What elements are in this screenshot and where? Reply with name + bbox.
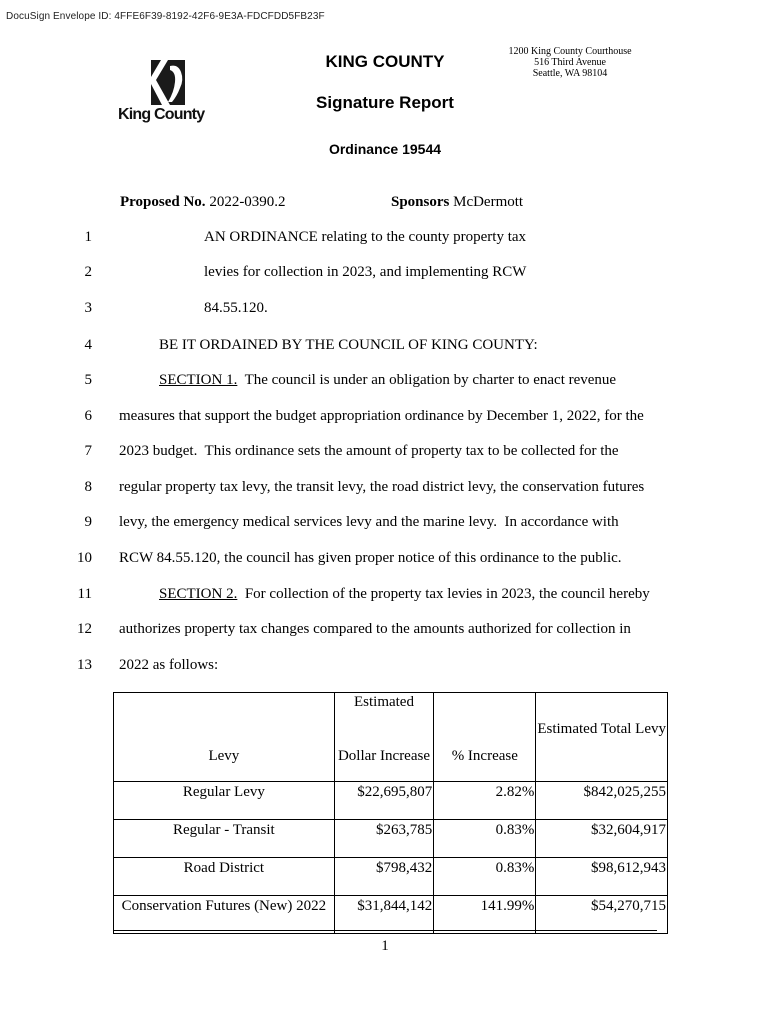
report-title: Signature Report bbox=[316, 93, 454, 112]
ordinance-number: Ordinance 19544 bbox=[328, 141, 442, 157]
cell-levy: Regular Levy bbox=[114, 782, 335, 820]
footer-divider bbox=[113, 930, 657, 931]
cell-levy: Road District bbox=[114, 858, 335, 896]
ordinance-line bbox=[159, 586, 650, 603]
cell-percent: 0.83% bbox=[434, 820, 536, 858]
header-percent-increase: % Increase bbox=[434, 693, 536, 782]
ordinance-line: authorizes property tax changes compared to the amounts authorized for collection in bbox=[119, 621, 631, 637]
line-number: 3 bbox=[84, 300, 92, 316]
ordinance-line: BE IT ORDAINED BY THE COUNCIL OF KING COUNTY: bbox=[159, 337, 538, 353]
header-increase-top: Estimated bbox=[353, 694, 414, 710]
courthouse-address bbox=[505, 46, 635, 79]
ordinance-line bbox=[159, 372, 616, 389]
section-text: For collection of the property tax levies in 2023, the council hereby bbox=[237, 586, 650, 602]
sponsors bbox=[391, 194, 523, 211]
cell-percent: 0.83% bbox=[434, 858, 536, 896]
cell-increase: $263,785 bbox=[334, 820, 434, 858]
line-number: 2 bbox=[84, 264, 92, 280]
table-row bbox=[114, 782, 668, 820]
proposed-value: 2022-0390.2 bbox=[209, 194, 286, 210]
address-line: 516 Third Avenue bbox=[534, 57, 606, 68]
section-heading: SECTION 2. bbox=[159, 586, 238, 602]
table-header-row bbox=[114, 693, 668, 782]
line-number: 5 bbox=[84, 372, 92, 388]
header-dollar-increase bbox=[334, 693, 434, 782]
address-line: Seattle, WA 98104 bbox=[532, 68, 608, 79]
cell-total: $54,270,715 bbox=[536, 896, 668, 934]
section-heading: SECTION 1. bbox=[159, 372, 238, 388]
proposed-number bbox=[120, 194, 286, 211]
cell-increase: $31,844,142 bbox=[334, 896, 434, 934]
ordinance-line: RCW 84.55.120, the council has given proper notice of this ordinance to the public. bbox=[119, 550, 622, 566]
line-number: 7 bbox=[84, 443, 92, 459]
table-row bbox=[114, 858, 668, 896]
line-number: 9 bbox=[84, 514, 92, 530]
table-row bbox=[114, 820, 668, 858]
cell-levy: Conservation Futures (New) 2022 bbox=[114, 896, 335, 934]
section-text: The council is under an obligation by charter to enact revenue bbox=[237, 372, 617, 388]
address-line: 1200 King County Courthouse bbox=[508, 46, 632, 57]
ordinance-line: 2022 as follows: bbox=[119, 657, 219, 673]
cell-total: $842,025,255 bbox=[536, 782, 668, 820]
cell-percent: 2.82% bbox=[434, 782, 536, 820]
line-number: 11 bbox=[77, 586, 92, 602]
ordinance-line: AN ORDINANCE relating to the county property tax bbox=[204, 229, 527, 245]
ordinance-line: regular property tax levy, the transit levy, the road district levy, the conservation futures bbox=[119, 479, 645, 495]
cell-levy: Regular - Transit bbox=[114, 820, 335, 858]
header-levy: Levy bbox=[114, 693, 335, 782]
line-number: 12 bbox=[77, 621, 92, 637]
line-number: 1 bbox=[84, 229, 92, 245]
cell-increase: $22,695,807 bbox=[334, 782, 434, 820]
page-number: 1 bbox=[381, 938, 389, 954]
sponsors-label: Sponsors bbox=[391, 194, 450, 210]
ordinance-line: levies for collection in 2023, and implementing RCW bbox=[204, 264, 527, 280]
cell-total: $32,604,917 bbox=[536, 820, 668, 858]
ordinance-line: measures that support the budget appropriation ordinance by December 1, 2022, for the bbox=[119, 408, 644, 424]
sponsors-value: McDermott bbox=[453, 194, 524, 210]
cell-percent: 141.99% bbox=[434, 896, 536, 934]
line-number: 10 bbox=[77, 550, 92, 566]
cell-total: $98,612,943 bbox=[536, 858, 668, 896]
county-title: KING COUNTY bbox=[325, 52, 445, 71]
line-number: 13 bbox=[77, 657, 92, 673]
logo-wordmark: King County bbox=[118, 106, 205, 123]
ordinance-line: levy, the emergency medical services levy and the marine levy. In accordance with bbox=[119, 514, 619, 530]
ordinance-line: 2023 budget. This ordinance sets the amount of property tax to be collected for the bbox=[119, 443, 619, 459]
table-row bbox=[114, 896, 668, 934]
header-increase-bottom: Dollar Increase bbox=[337, 748, 430, 764]
proposed-label: Proposed No. bbox=[120, 194, 206, 210]
line-number: 4 bbox=[84, 337, 92, 353]
line-number: 8 bbox=[84, 479, 92, 495]
ordinance-line: 84.55.120. bbox=[204, 300, 268, 316]
header-estimated-total: Estimated Total Levy bbox=[536, 693, 668, 782]
cell-increase: $798,432 bbox=[334, 858, 434, 896]
levy-table bbox=[113, 692, 668, 934]
docusign-envelope-id: DocuSign Envelope ID: 4FFE6F39-8192-42F6-9E3A-FDCFDD5FB23F bbox=[6, 11, 325, 22]
line-number: 6 bbox=[84, 408, 92, 424]
